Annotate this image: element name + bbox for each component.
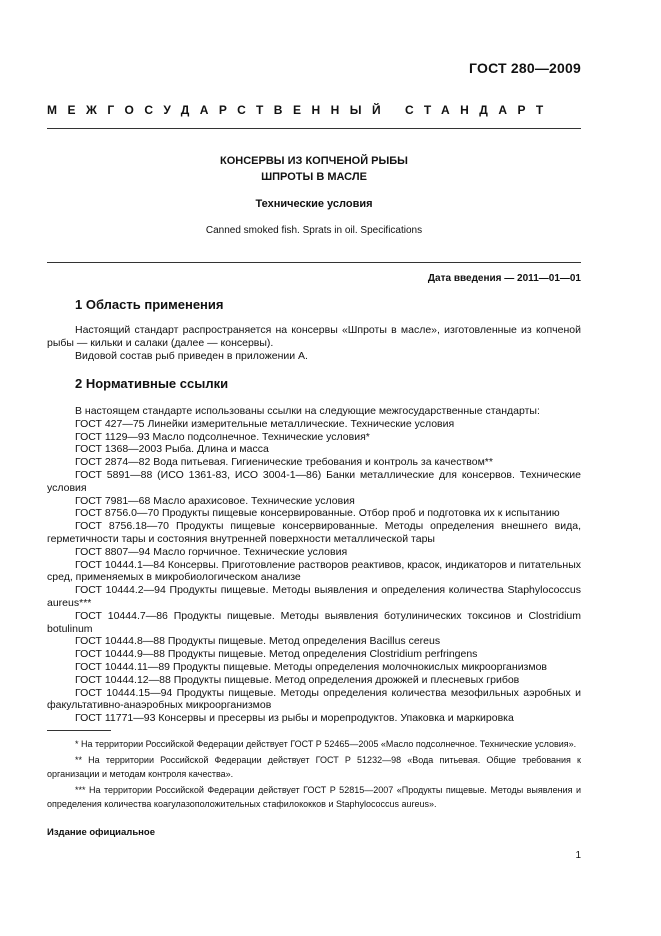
document-code: ГОСТ 280—2009 xyxy=(469,60,581,76)
title-line-1: КОНСЕРВЫ ИЗ КОПЧЕНОЙ РЫБЫ xyxy=(220,155,408,167)
reference-item: ГОСТ 11771—93 Консервы и пресервы из рыбы и морепродуктов. Упаковка и маркировка xyxy=(75,712,514,725)
reference-item: ГОСТ 10444.1—84 Консервы. Приготовление растворов реактивов, красок, индикаторов и питательных сред, применяемых в микробиологическом анализе xyxy=(47,558,581,584)
reference-item: ГОСТ 2874—82 Вода питьевая. Гигиенические требования и контроль за качеством** xyxy=(75,456,493,469)
references-intro: В настоящем стандарте использованы ссылки на следующие межгосударственные стандарты: xyxy=(75,405,540,417)
introduction-date: Дата введения — 2011—01—01 xyxy=(427,273,581,284)
reference-item: ГОСТ 10444.11—89 Продукты пищевые. Методы определения молочнокислых микроорганизмов xyxy=(75,660,548,673)
subtitle: Технические условия xyxy=(255,198,373,210)
reference-item: ГОСТ 427—75 Линейки измерительные металлические. Технические условия xyxy=(75,417,455,430)
reference-item: ГОСТ 10444.9—88 Продукты пищевые. Метод определения Clostridium perfringens xyxy=(75,648,478,661)
page-number: 1 xyxy=(575,850,581,861)
reference-item: ГОСТ 10444.2—94 Продукты пищевые. Методы выявления и определения количества Staphylococcus aureus*** xyxy=(47,584,581,609)
reference-item: ГОСТ 1368—2003 Рыба. Длина и масса xyxy=(75,443,269,456)
reference-item: ГОСТ 5891—88 (ИСО 1361-83, ИСО 3004-1—86) Банки металлические для консервов. Технические условия xyxy=(47,468,581,494)
english-title: Canned smoked fish. Sprats in oil. Specifications xyxy=(205,225,423,236)
section-1-body xyxy=(47,324,581,364)
footnote-rule xyxy=(47,730,111,731)
section-1-paragraph: Настоящий стандарт распространяется на консервы «Шпроты в масле», изготовленные из копченой рыбы — кильки и салаки (далее — консервы). xyxy=(47,324,581,350)
reference-item: ГОСТ 8756.18—70 Продукты пищевые консервированные. Методы определения внешнего вида, герметичности тары и состояния внутренней поверхности металлической тары xyxy=(47,520,581,545)
reference-item: ГОСТ 10444.12—88 Продукты пищевые. Метод определения дрожжей и плесневых грибов xyxy=(75,673,520,686)
reference-item: ГОСТ 8807—94 Масло горчичное. Технические условия xyxy=(75,545,348,558)
section-1-heading: 1 Область применения xyxy=(75,297,224,312)
reference-item: ГОСТ 7981—68 Масло арахисовое. Технические условия xyxy=(75,494,355,507)
reference-item: ГОСТ 10444.8—88 Продукты пищевые. Метод определения Bacillus cereus xyxy=(75,635,441,648)
footnote: ** На территории Российской Федерации действует ГОСТ Р 51232—98 «Вода питьевая. Общие требования к организации и методам контроля качества». xyxy=(47,755,581,779)
footnotes xyxy=(47,737,581,813)
middle-rule xyxy=(47,262,581,263)
footnote: * На территории Российской Федерации действует ГОСТ Р 52465—2005 «Масло подсолнечное. Технические условия». xyxy=(75,739,577,749)
reference-item: ГОСТ 8756.0—70 Продукты пищевые консервированные. Отбор проб и подготовка их к испытанию xyxy=(75,507,560,520)
section-2-heading: 2 Нормативные ссылки xyxy=(75,376,229,391)
footnote: *** На территории Российской Федерации действует ГОСТ Р 52815—2007 «Продукты пищевые. Методы выявления и определения количества коагулазоположительных стафилококков и Staphylococcus aureus». xyxy=(47,785,581,809)
reference-item: ГОСТ 10444.15—94 Продукты пищевые. Методы определения количества мезофильных аэробных и факультативно-анаэробных микроорганизмов xyxy=(47,686,581,712)
edition-label: Издание официальное xyxy=(47,827,155,838)
references-list xyxy=(47,405,581,725)
interstate-standard-label: МЕЖГОСУДАРСТВЕННЫЙ СТАНДАРТ xyxy=(47,103,554,117)
reference-item: ГОСТ 1129—93 Масло подсолнечное. Технические условия* xyxy=(75,430,370,443)
reference-item: ГОСТ 10444.7—86 Продукты пищевые. Методы выявления ботулинических токсинов и Clostridium botulinum xyxy=(47,609,581,635)
title-line-2: ШПРОТЫ В МАСЛЕ xyxy=(261,171,367,183)
top-rule xyxy=(47,128,581,129)
section-1-paragraph: Видовой состав рыб приведен в приложении А. xyxy=(75,350,308,363)
